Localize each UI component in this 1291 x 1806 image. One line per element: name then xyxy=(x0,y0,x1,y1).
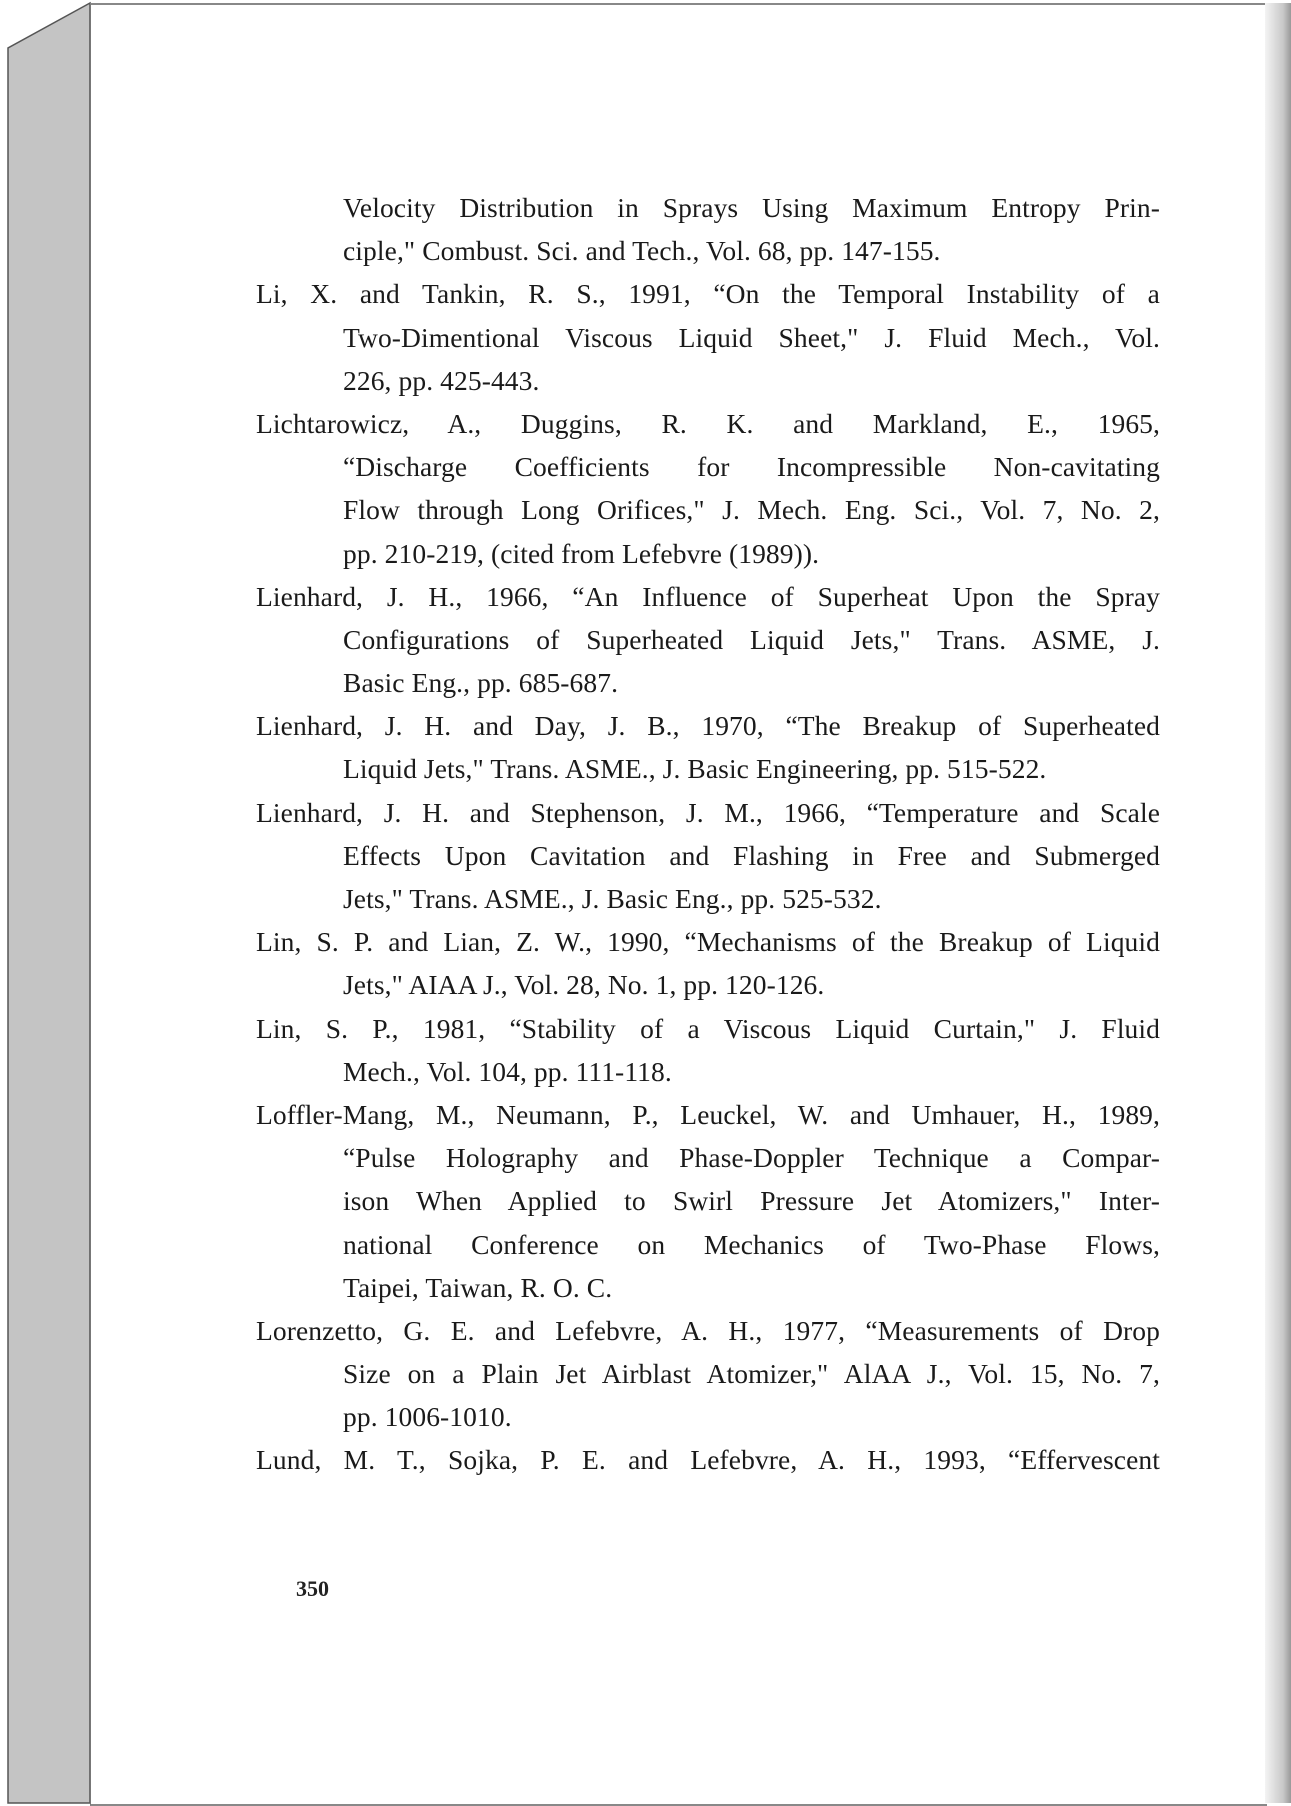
reference-line: pp. 210-219, (cited from Lefebvre (1989)). xyxy=(343,537,820,569)
page-edge-shadow xyxy=(1265,3,1291,1803)
reference-line: Lund, M. T., Sojka, P. E. and Lefebvre, A. H., 1993, “Effervescent xyxy=(256,1444,1160,1476)
reference-entry xyxy=(256,1007,1160,1093)
reference-line: Lienhard, J. H. and Day, J. B., 1970, “The Breakup of Superheated xyxy=(256,710,1160,742)
reference-line: Lin, S. P. and Lian, Z. W., 1990, “Mechanisms of the Breakup of Liquid xyxy=(256,926,1160,958)
reference-entry xyxy=(256,1309,1160,1439)
reference-line: Velocity Distribution in Sprays Using Maximum Entropy Prin- xyxy=(343,192,1160,223)
reference-entry xyxy=(256,186,1160,272)
reference-line: 226, pp. 425-443. xyxy=(343,364,540,396)
reference-list xyxy=(256,186,1160,1482)
reference-line: Lichtarowicz, A., Duggins, R. K. and Markland, E., 1965, xyxy=(256,407,1160,439)
reference-line: Jets," Trans. ASME., J. Basic Eng., pp. 525-532. xyxy=(343,883,882,914)
reference-line: Flow through Long Orifices," J. Mech. Eng. Sci., Vol. 7, No. 2, xyxy=(343,494,1160,526)
reference-entry xyxy=(256,272,1160,402)
reference-line: Effects Upon Cavitation and Flashing in Free and Submerged xyxy=(343,839,1160,871)
reference-entry xyxy=(256,1438,1160,1481)
reference-line: Configurations of Superheated Liquid Jets," Trans. ASME, J. xyxy=(343,623,1160,655)
reference-line: Li, X. and Tankin, R. S., 1991, “On the Temporal Instability of a xyxy=(256,278,1160,310)
reference-line: Taipei, Taiwan, R. O. C. xyxy=(343,1271,613,1303)
page-number: 350 xyxy=(296,1576,329,1601)
reference-entry xyxy=(256,704,1160,790)
reference-line: Basic Eng., pp. 685-687. xyxy=(343,667,619,699)
reference-entry xyxy=(256,575,1160,705)
reference-line: Lienhard, J. H., 1966, “An Influence of Superheat Upon the Spray xyxy=(256,580,1160,612)
reference-line: Mech., Vol. 104, pp. 111-118. xyxy=(343,1055,672,1087)
reference-entry xyxy=(256,920,1160,1006)
reference-line: Lienhard, J. H. and Stephenson, J. M., 1966, “Temperature and Scale xyxy=(256,796,1160,828)
reference-line: Lin, S. P., 1981, “Stability of a Viscous Liquid Curtain," J. Fluid xyxy=(256,1012,1160,1044)
reference-line: Jets," AIAA J., Vol. 28, No. 1, pp. 120-126. xyxy=(343,969,825,1001)
reference-entry xyxy=(256,1093,1160,1309)
reference-line: ison When Applied to Swirl Pressure Jet Atomizers," Inter- xyxy=(343,1185,1160,1217)
reference-line: ciple," Combust. Sci. and Tech., Vol. 68, pp. 147-155. xyxy=(343,235,941,267)
reference-entry xyxy=(256,402,1160,575)
reference-line: pp. 1006-1010. xyxy=(343,1401,512,1433)
reference-line: “Pulse Holography and Phase-Doppler Technique a Compar- xyxy=(343,1142,1160,1174)
book-spine xyxy=(0,0,92,1806)
reference-entry xyxy=(256,791,1160,921)
reference-line: national Conference on Mechanics of Two-Phase Flows, xyxy=(343,1228,1160,1260)
reference-line: Lorenzetto, G. E. and Lefebvre, A. H., 1977, “Measurements of Drop xyxy=(256,1314,1160,1346)
reference-line: Liquid Jets," Trans. ASME., J. Basic Engineering, pp. 515-522. xyxy=(343,753,1047,785)
reference-line: Loffler-Mang, M., Neumann, P., Leuckel, W. and Umhauer, H., 1989, xyxy=(256,1098,1160,1130)
reference-line: Two-Dimentional Viscous Liquid Sheet," J. Fluid Mech., Vol. xyxy=(343,321,1160,353)
reference-line: Size on a Plain Jet Airblast Atomizer," AlAA J., Vol. 15, No. 7, xyxy=(343,1358,1160,1390)
reference-line: “Discharge Coefficients for Incompressible Non-cavitating xyxy=(343,451,1160,483)
